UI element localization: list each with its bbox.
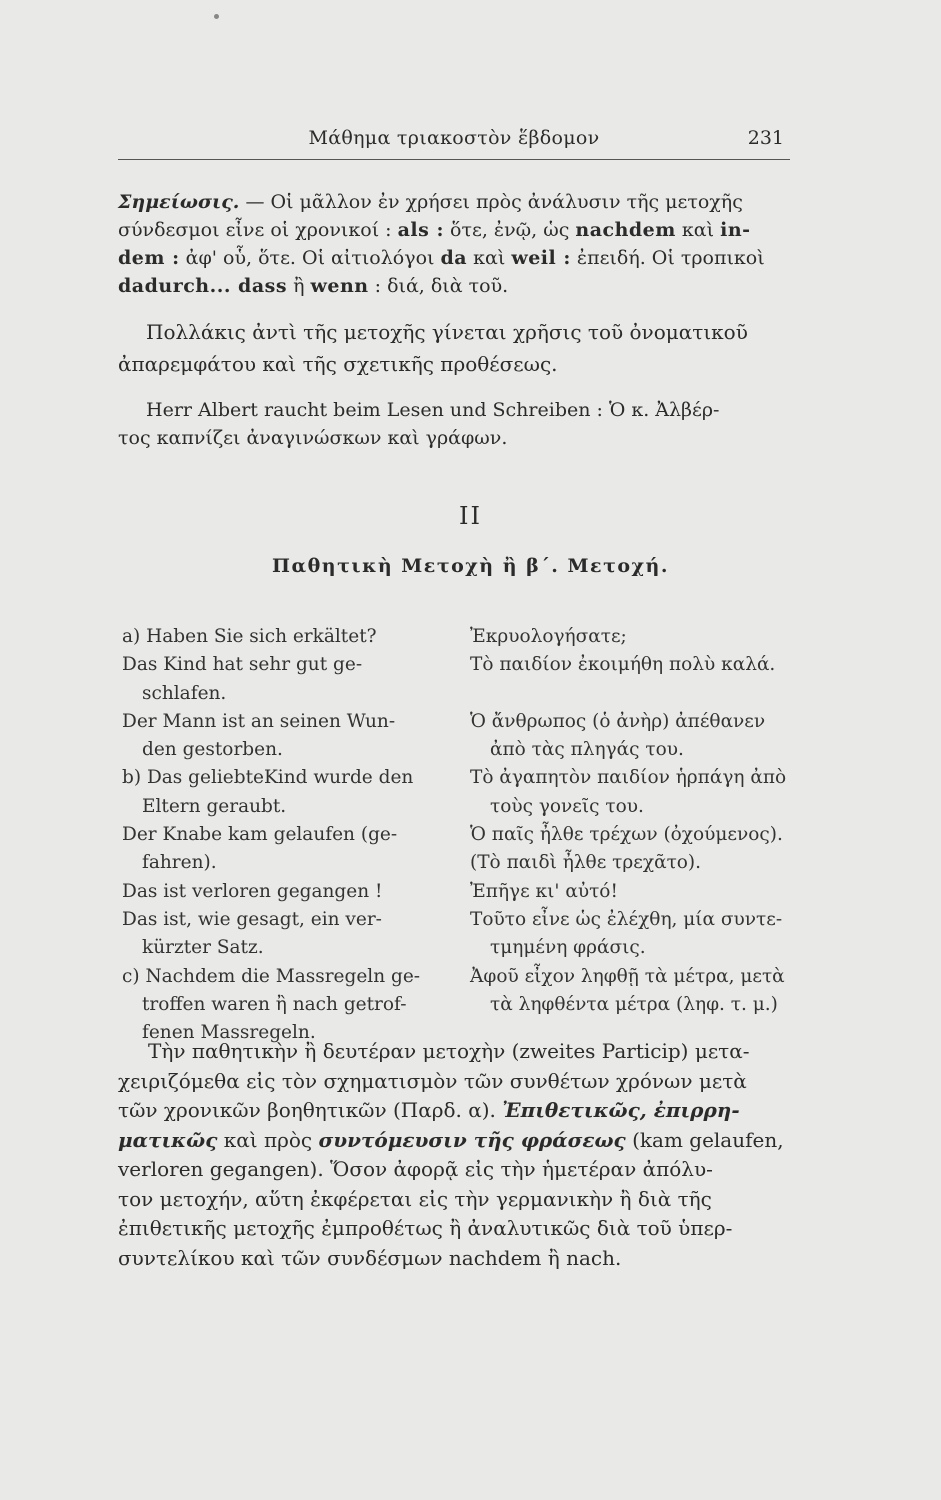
closing-line: τῶν χρονικῶν βοηθητικῶν (Παρδ. α). Ἐπιθετικῶς, ἐπιρρη- bbox=[118, 1098, 740, 1122]
example-line: fahren). bbox=[142, 852, 217, 874]
paragraph-example: Herr Albert raucht beim Lesen und Schreiben : Ὁ κ. Ἀλβέρ- τος καπνίζει ἀναγινώσκων καὶ γράφων. bbox=[118, 399, 720, 449]
translation-line: ἀπὸ τὰς πληγάς του. bbox=[490, 739, 684, 761]
closing-line: χειριζόμεθα εἰς τὸν σχηματισμὸν τῶν συνθέτων χρόνων μετὰ bbox=[118, 1068, 747, 1093]
closing-line: verloren gegangen). Ὅσον ἀφορᾷ εἰς τὴν ἡμετέραν ἀπόλυ- bbox=[118, 1157, 713, 1181]
closing-line: Τὴν παθητικὴν ἢ δευτέραν μετοχὴν (zweites Particip) μετα- bbox=[148, 1039, 750, 1063]
translation-line: τὰ ληφθέντα μέτρα (ληφ. τ. μ.) bbox=[490, 993, 778, 1015]
translation-line: Ὁ παῖς ἦλθε τρέχων (ὀχούμενος). bbox=[470, 824, 783, 846]
note-line: dem : ἀφ' οὗ, ὅτε. Οἱ αἰτιολόγοι da καὶ weil : ἐπειδή. Οἱ τροπικοὶ bbox=[118, 247, 765, 269]
example-line: troffen waren ἢ nach getrof- bbox=[142, 993, 407, 1015]
translation-line: Ἀφοῦ εἶχον ληφθῇ τὰ μέτρα, μετὰ bbox=[470, 965, 785, 987]
example-line: Das Kind hat sehr gut ge- bbox=[122, 654, 363, 676]
translation-line: τμημένη φράσις. bbox=[490, 937, 646, 959]
example-line: den gestorben. bbox=[142, 739, 283, 761]
example-line: schlafen. bbox=[142, 682, 227, 704]
note-line: dadurch... dass ἢ wenn : διά, διὰ τοῦ. bbox=[118, 275, 509, 297]
running-header bbox=[118, 125, 790, 160]
paragraph-infinitive: Πολλάκις ἀντὶ τῆς μετοχῆς γίνεται χρῆσις τοῦ ὀνοματικοῦ ἀπαρεμφάτου καὶ τῆς σχετικῆς προθέσεως. bbox=[118, 320, 748, 376]
translation-line: τοὺς γονεῖς του. bbox=[490, 795, 644, 817]
example-line: c) Nachdem die Massregeln ge- bbox=[122, 965, 421, 987]
example-line: b) Das geliebteKind wurde den bbox=[122, 767, 414, 789]
example-line: Eltern geraubt. bbox=[142, 795, 287, 817]
translation-line bbox=[470, 680, 800, 708]
section-numeral: II bbox=[459, 502, 482, 530]
closing-line: ἐπιθετικῆς μετοχῆς ἐμπροθέτως ἢ ἀναλυτικῶς διὰ τοῦ ὑπερ- bbox=[118, 1216, 733, 1240]
example-line: a) Haben Sie sich erkältet? bbox=[122, 626, 377, 647]
translation-line: (Τὸ παιδὶ ἦλθε τρεχᾶτο). bbox=[470, 852, 702, 874]
translation-line: Τὸ ἀγαπητὸν παιδίον ἡρπάγη ἀπὸ bbox=[470, 767, 787, 789]
example-line: fenen Massregeln. bbox=[142, 1022, 316, 1044]
closing-paragraph bbox=[118, 1037, 790, 1273]
closing-line: τον μετοχήν, αὕτη ἐκφέρεται εἰς τὴν γερμανικὴν ἢ διὰ τῆς bbox=[118, 1186, 712, 1211]
closing-line: ματικῶς καὶ πρὸς συντόμευσιν τῆς φράσεως (kam gelaufen, bbox=[118, 1127, 784, 1152]
note-label: Σημείωσις. bbox=[118, 191, 240, 213]
closing-line: συντελίκου καὶ τῶν συνδέσμων nachdem ἢ nach. bbox=[118, 1245, 622, 1270]
translation-line: Τὸ παιδίον ἐκοιμήθη πολὺ καλά. bbox=[470, 654, 776, 676]
example-line: Der Knabe kam gelaufen (ge- bbox=[122, 824, 398, 846]
note-paragraph bbox=[118, 188, 790, 300]
example-line: Das ist verloren gegangen ! bbox=[122, 880, 383, 902]
note-line: Σημείωσις. — Οἱ μᾶλλον ἐν χρήσει πρὸς ἀνάλυσιν τῆς μετοχῆς bbox=[118, 191, 743, 213]
translation-line: Ὁ ἄνθρωπος (ὁ ἀνὴρ) ἀπέθανεν bbox=[470, 710, 766, 732]
greek-translations bbox=[470, 623, 800, 1019]
translation-line: Τοῦτο εἶνε ὡς ἐλέχθη, μία συντε- bbox=[470, 908, 783, 930]
page-number: 231 bbox=[747, 127, 784, 149]
chapter-title: Μάθημα τριακοστὸν ἕβδομον bbox=[308, 127, 600, 149]
note-line: σύνδεσμοι εἶνε οἱ χρονικοί : als : ὅτε, ἐνῷ, ὡς nachdem καὶ in- bbox=[118, 219, 751, 241]
german-examples bbox=[122, 623, 444, 1047]
example-line: kürzter Satz. bbox=[142, 937, 264, 959]
translation-line: Ἐπῆγε κι' αὐτό! bbox=[470, 880, 618, 902]
section-title: Παθητικὴ Μετοχὴ ἢ β΄. Μετοχή. bbox=[272, 555, 669, 577]
example-line: Das ist, wie gesagt, ein ver- bbox=[122, 908, 382, 930]
print-speck bbox=[214, 14, 219, 19]
example-line: Der Mann ist an seinen Wun- bbox=[122, 710, 396, 732]
translation-line: Ἐκρυολογήσατε; bbox=[470, 626, 627, 647]
